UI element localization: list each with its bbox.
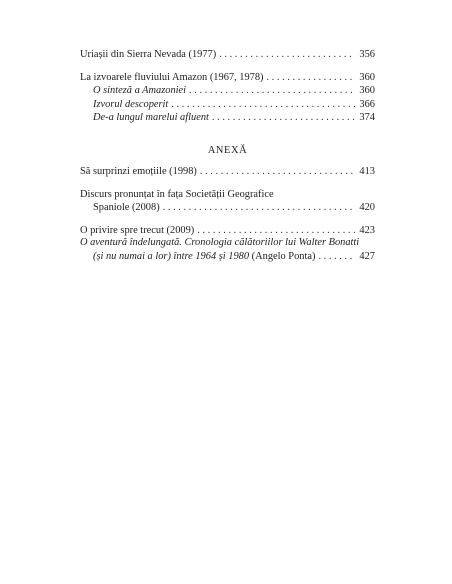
toc-leader-dots — [171, 98, 355, 112]
toc-entry — [80, 250, 375, 264]
toc-subentry — [80, 84, 375, 98]
toc-entry-page: 366 — [359, 98, 375, 110]
toc-leader-dots — [318, 250, 355, 264]
toc-entry-page: 427 — [359, 250, 375, 262]
toc-entry-page: 360 — [359, 85, 375, 96]
toc-section-1 — [80, 48, 375, 125]
toc-entry — [80, 48, 375, 62]
toc-leader-dots — [212, 111, 355, 125]
toc-entry — [80, 224, 375, 238]
toc-section-final — [80, 236, 375, 263]
toc-entry — [80, 165, 375, 179]
toc-leader-dots — [219, 48, 355, 62]
toc-subentry-title: Izvorul descoperit — [93, 98, 169, 110]
toc-leader-dots — [267, 71, 355, 85]
toc-entry-page: 413 — [359, 166, 375, 177]
toc-section-appendix — [80, 165, 375, 237]
toc-entry-page: 374 — [359, 112, 375, 123]
toc-entry-page: 360 — [359, 71, 375, 83]
toc-entry-title: O privire spre trecut (2009) — [80, 224, 195, 236]
toc-entry — [80, 71, 375, 85]
toc-subentry — [80, 98, 375, 112]
toc-entry-page: 356 — [359, 49, 375, 60]
toc-entry-title-line1: Discurs pronunțat în fața Societății Geografice — [80, 188, 274, 200]
toc-entry — [80, 201, 375, 215]
toc-entry-page: 423 — [359, 224, 375, 236]
toc-entry-title: Uriașii din Sierra Nevada (1977) — [80, 49, 217, 60]
toc-entry-title: La izvoarele fluviului Amazon (1967, 1978) — [80, 71, 264, 83]
toc-leader-dots — [200, 165, 355, 179]
toc-entry-page: 420 — [359, 202, 375, 213]
toc-entry-title-line2: Spaniole (2008) — [93, 202, 160, 213]
toc-leader-dots — [189, 84, 355, 98]
toc-leader-dots — [163, 201, 355, 215]
toc-entry-title: Să surprinzi emoțiile (1998) — [80, 166, 197, 177]
toc-entry-author: (Angelo Ponta) — [249, 250, 316, 262]
toc-entry-title-line2: (și nu numai a lor) între 1964 și 1980 — [93, 250, 250, 262]
appendix-heading: ANEXĂ — [207, 145, 248, 156]
toc-entry-title-line1: O aventură îndelungată. Cronologia călătoriilor lui Walter Bonatti — [80, 237, 360, 248]
toc-leader-dots — [197, 224, 355, 238]
toc-subentry-title: O sinteză a Amazoniei — [93, 85, 187, 96]
toc-subentry-title: De-a lungul marelui afluent — [93, 112, 209, 123]
toc-subentry — [80, 111, 375, 125]
